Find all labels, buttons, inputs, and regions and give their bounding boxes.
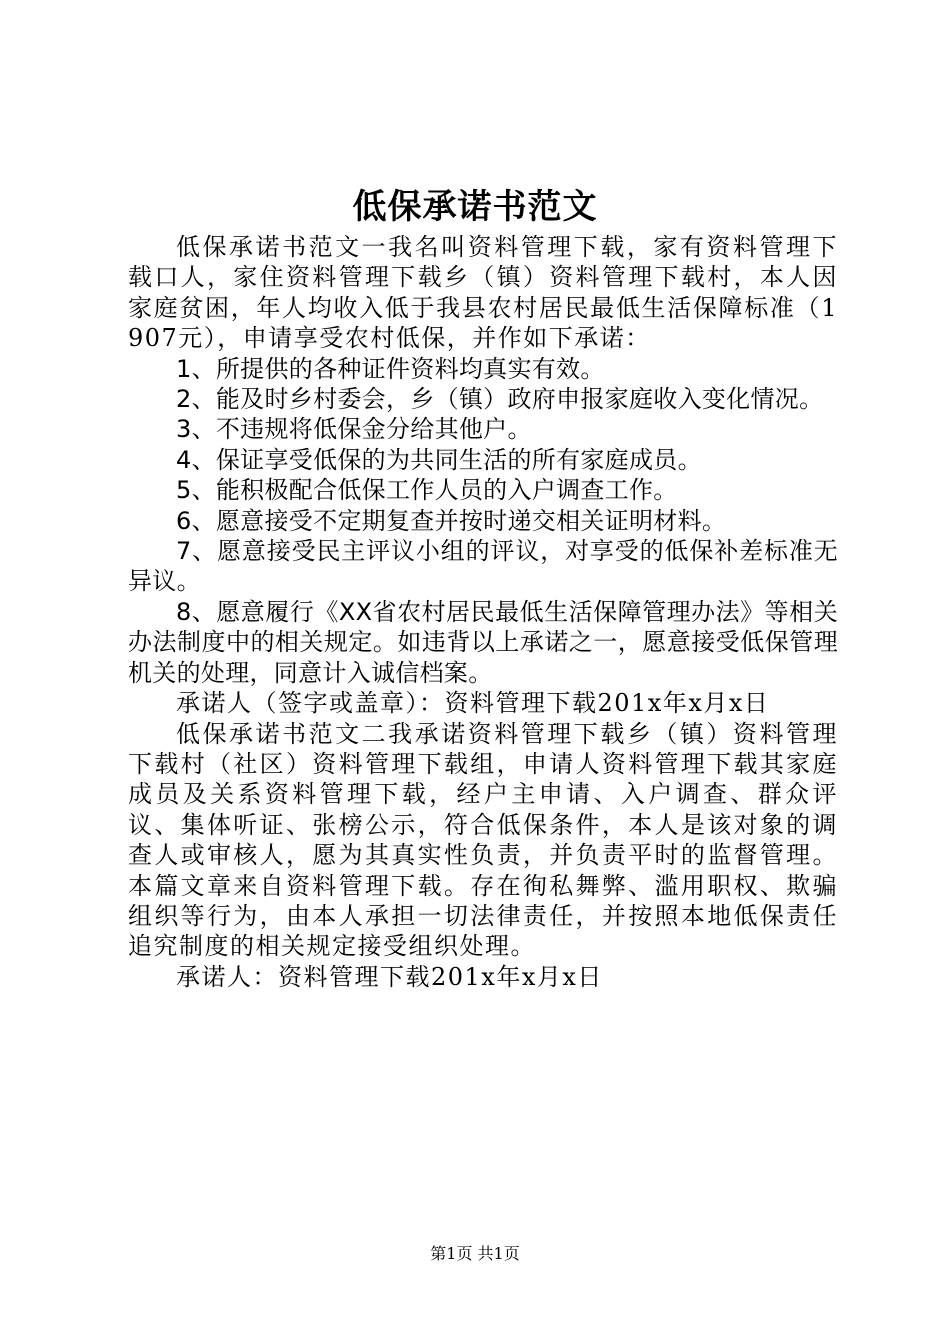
document-body — [128, 232, 838, 992]
promise-item-1: 1、所提供的各种证件资料均真实有效。 — [176, 354, 605, 383]
signature-line-2: 承诺人：资料管理下载201x年x月x日 — [176, 962, 603, 991]
promise-item-4: 4、保证享受低保的为共同生活的所有家庭成员。 — [176, 445, 702, 474]
document-title: 低保承诺书范文 — [352, 187, 598, 227]
promise-item-3: 3、不违规将低保金分给其他户。 — [176, 415, 532, 444]
promise-item-5: 5、能积极配合低保工作人员的入户调查工作。 — [176, 476, 678, 505]
paragraph-intro-1: 低保承诺书范文一我名叫资料管理下载，家有资料管理下载口人，家住资料管理下载乡（镇）资料管理下载村，本人因家庭贫困，年人均收入低于我县农村居民最低生活保障标准（1907元），申请享受农村低保，并作如下承诺： — [128, 233, 838, 353]
page-footer: 第1页 共1页 — [430, 1244, 520, 1263]
paragraph-intro-2: 低保承诺书范文二我承诺资料管理下载乡（镇）资料管理下载村（社区）资料管理下载组，申请人资料管理下载其家庭成员及关系资料管理下载，经户主申请、入户调查、群众评议、集体听证、张榜公示，符合低保条件，本人是该对象的调查人或审核人，愿为其真实性负责，并负责平时的监督管理。本篇文章来自资料管理下载。存在徇私舞弊、滥用职权、欺骗组织等行为，由本人承担一切法律责任，并按照本地低保责任追究制度的相关规定接受组织处理。 — [128, 719, 838, 961]
promise-item-2: 2、能及时乡村委会，乡（镇）政府申报家庭收入变化情况。 — [176, 385, 824, 414]
promise-item-8: 8、愿意履行《XX省农村居民最低生活保障管理办法》等相关办法制度中的相关规定。如违背以上承诺之一，愿意接受低保管理机关的处理，同意计入诚信档案。 — [128, 597, 838, 687]
signature-line-1: 承诺人（签字或盖章）：资料管理下载201x年x月x日 — [176, 689, 770, 718]
promise-item-6: 6、愿意接受不定期复查并按时递交相关证明材料。 — [176, 506, 727, 535]
promise-item-7: 7、愿意接受民主评议小组的评议，对享受的低保补差标准无异议。 — [128, 537, 838, 596]
